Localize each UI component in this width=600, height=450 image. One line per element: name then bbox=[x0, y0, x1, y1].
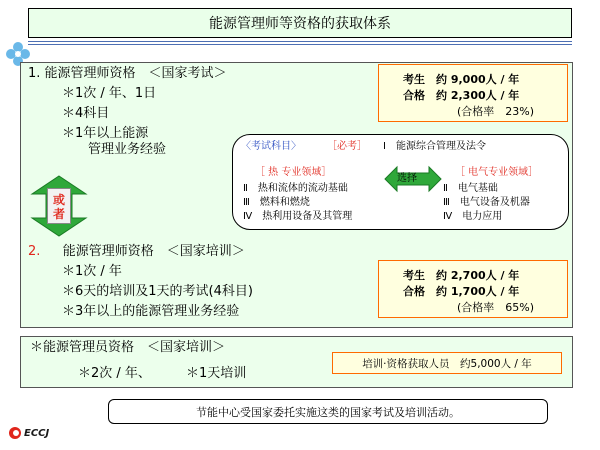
section2-item-experience: ＊3年以上的能源管理业务经验 bbox=[62, 304, 240, 319]
section3-heading: ＊能源管理员资格 ＜国家培训＞ bbox=[30, 340, 226, 355]
section2-item-frequency: ＊1次 / 年 bbox=[62, 264, 122, 279]
or-label-top: 或 bbox=[53, 193, 66, 207]
footer-note: 节能中心受国家委托实施这类的国家考试及培训活动。 bbox=[196, 405, 460, 419]
section1-item-experience-cont: 管理业务经验 bbox=[88, 142, 167, 157]
section1-examinees: 考生 约 9,000人 / 年 bbox=[403, 73, 520, 86]
section2-item-training: ＊6天的培训及1天的考试(4科目) bbox=[62, 284, 253, 299]
section2-number: 2. bbox=[28, 244, 41, 259]
footer-note-box bbox=[108, 399, 548, 424]
section1-pass-rate: (合格率 23%) bbox=[457, 105, 535, 118]
section2-passed: 合格 约 1,700人 / 年 bbox=[403, 285, 520, 298]
electric-subject-3: Ⅲ 电气设备及机器 bbox=[443, 197, 530, 208]
eccj-logo-icon bbox=[8, 426, 22, 440]
section2-heading-text: 能源管理师资格 ＜国家培训＞ bbox=[62, 244, 245, 259]
heat-subject-3: Ⅲ 燃料和燃烧 bbox=[243, 197, 310, 208]
section2-stats-box bbox=[378, 260, 568, 318]
section3-item-frequency: ＊2次 / 年、 bbox=[78, 366, 151, 381]
eccj-logo bbox=[8, 426, 49, 440]
section1-heading: 1. 能源管理师资格 ＜国家考试＞ bbox=[28, 66, 227, 81]
or-label-bottom: 者 bbox=[53, 207, 66, 221]
exam-subject-label: 〈考试科目〉 bbox=[241, 141, 301, 152]
electric-subject-2: Ⅱ 电气基础 bbox=[443, 183, 498, 194]
required-label bbox=[327, 141, 367, 153]
section3-stat: 培训·资格获取人员 约5,000人 / 年 bbox=[362, 357, 532, 370]
required-subject: Ⅰ 能源综合管理及法令 bbox=[383, 141, 486, 152]
page-title: 能源管理师等资格的获取体系 bbox=[209, 16, 391, 32]
heat-field-header: ［ 热 专业领域］ bbox=[255, 167, 332, 178]
title-underline-2 bbox=[28, 44, 572, 45]
select-label: 选择 bbox=[397, 173, 417, 184]
heat-subject-4: Ⅳ 热利用设备及其管理 bbox=[243, 211, 353, 222]
section2-pass-rate: (合格率 65%) bbox=[457, 301, 535, 314]
electric-subject-4: Ⅳ 电力应用 bbox=[443, 211, 503, 222]
page-title-box bbox=[28, 8, 572, 38]
section3-stats-box bbox=[332, 352, 562, 374]
electric-field-header: ［ 电气专业领域］ bbox=[455, 167, 539, 178]
title-underline bbox=[28, 41, 572, 42]
section2-examinees: 考生 约 2,700人 / 年 bbox=[403, 269, 520, 282]
required-text: ［必考］ bbox=[327, 141, 367, 152]
section1-passed: 合格 约 2,300人 / 年 bbox=[403, 89, 520, 102]
section1-stats-box bbox=[378, 64, 568, 122]
exam-subjects-box bbox=[232, 134, 569, 230]
section1-item-subjects: ＊4科目 bbox=[62, 106, 110, 121]
or-label-box bbox=[47, 188, 71, 224]
section1-item-experience: ＊1年以上能源 bbox=[62, 126, 149, 141]
eccj-logo-text: ECCJ bbox=[24, 427, 50, 439]
section2-heading bbox=[28, 244, 245, 260]
heat-subject-2: Ⅱ 热和流体的流动基础 bbox=[243, 183, 348, 194]
section1-item-frequency: ＊1次 / 年、1日 bbox=[62, 86, 157, 101]
section3-item-training: ＊1天培训 bbox=[186, 366, 247, 381]
